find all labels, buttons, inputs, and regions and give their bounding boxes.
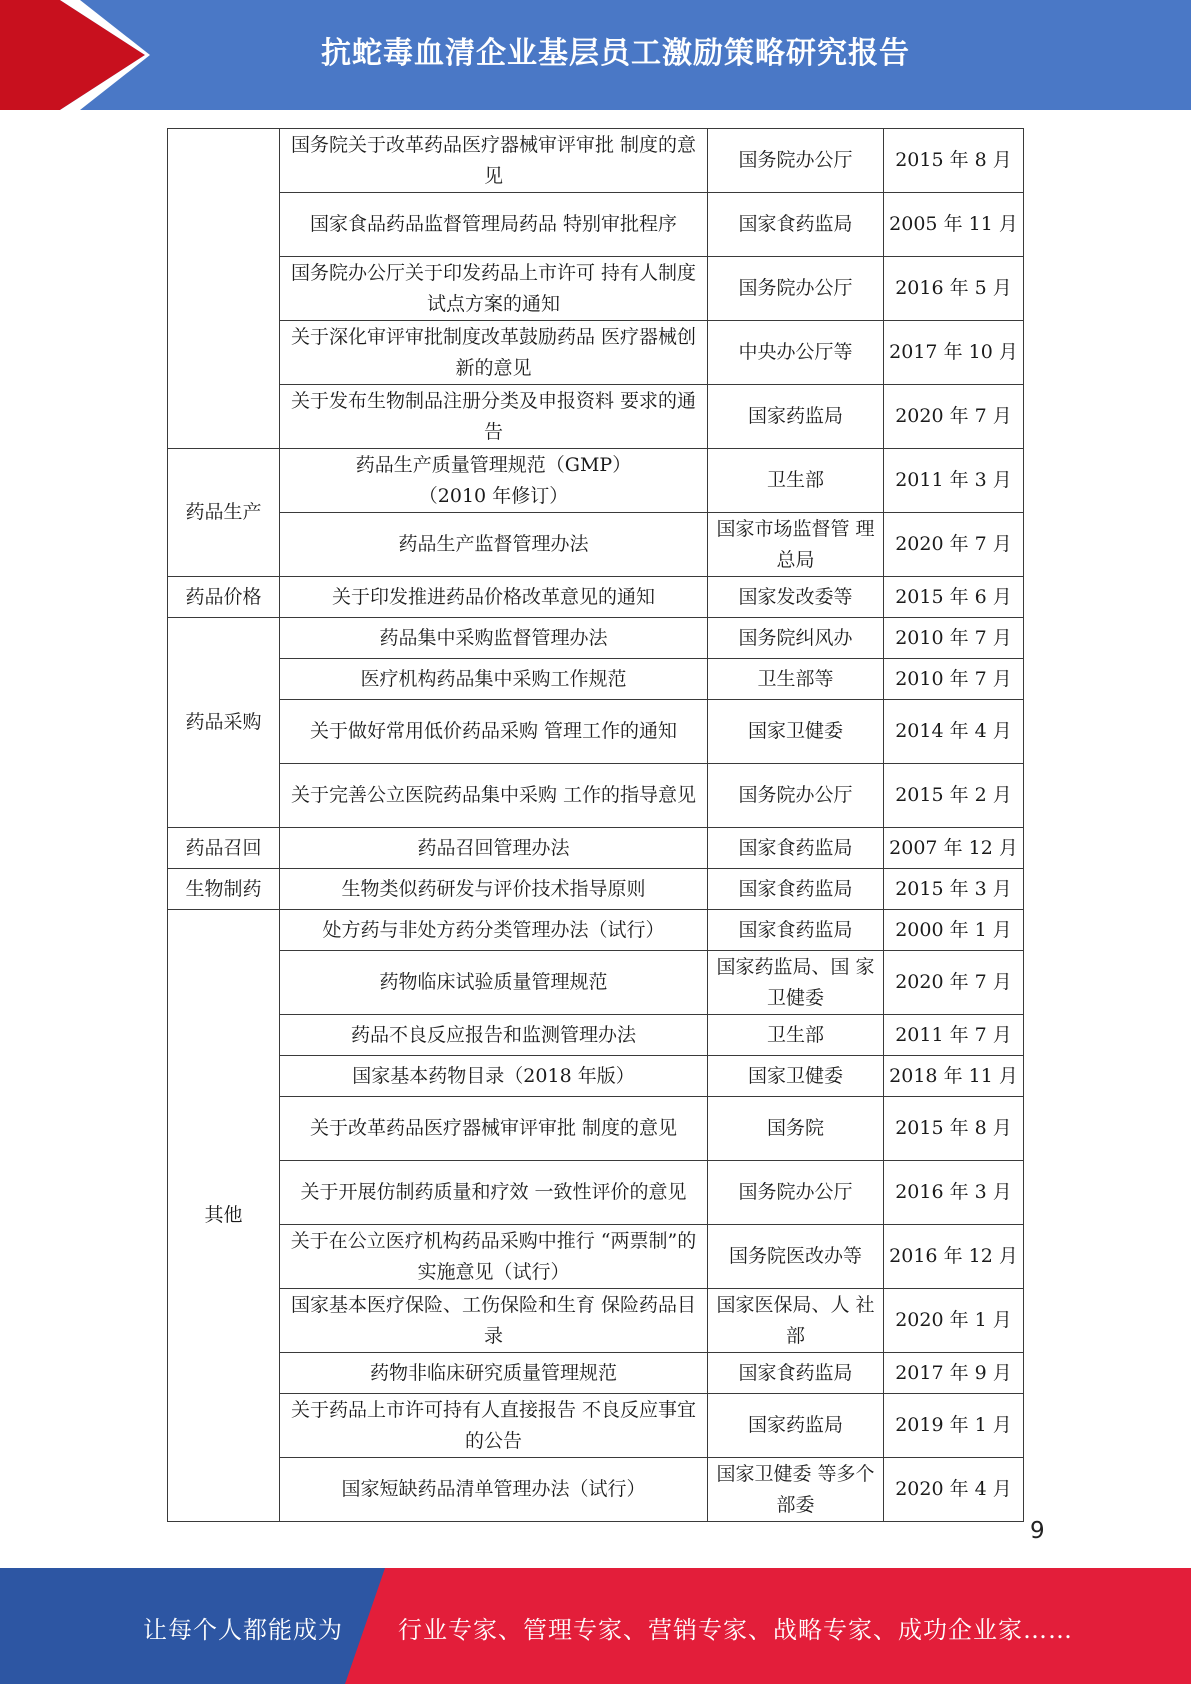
category-cell: 药品价格 xyxy=(168,577,280,618)
policy-name-cell: 药物非临床研究质量管理规范 xyxy=(280,1353,708,1394)
issuer-cell: 国家药监局 xyxy=(708,385,884,449)
table-row xyxy=(168,129,1024,193)
date-cell: 2017 年 9 月 xyxy=(884,1353,1024,1394)
table-row xyxy=(168,513,1024,577)
policy-name-cell: 国家食品药品监督管理局药品 特别审批程序 xyxy=(280,193,708,257)
policy-name-cell: 药品集中采购监督管理办法 xyxy=(280,618,708,659)
policy-name-cell: 关于药品上市许可持有人直接报告 不良反应事宜的公告 xyxy=(280,1394,708,1458)
issuer-cell: 国家食药监局 xyxy=(708,1353,884,1394)
date-cell: 2020 年 7 月 xyxy=(884,513,1024,577)
issuer-cell: 国家卫健委 xyxy=(708,700,884,764)
policy-name-cell: 关于开展仿制药质量和疗效 一致性评价的意见 xyxy=(280,1161,708,1225)
table-row xyxy=(168,1289,1024,1353)
category-cell: 药品采购 xyxy=(168,618,280,828)
category-cell: 药品召回 xyxy=(168,828,280,869)
policy-name-cell: 关于做好常用低价药品采购 管理工作的通知 xyxy=(280,700,708,764)
issuer-cell: 国家食药监局 xyxy=(708,910,884,951)
date-cell: 2016 年 5 月 xyxy=(884,257,1024,321)
issuer-cell: 卫生部等 xyxy=(708,659,884,700)
policy-name-cell: 关于完善公立医院药品集中采购 工作的指导意见 xyxy=(280,764,708,828)
table-row xyxy=(168,910,1024,951)
date-cell: 2016 年 3 月 xyxy=(884,1161,1024,1225)
issuer-cell: 国务院医改办等 xyxy=(708,1225,884,1289)
date-cell: 2011 年 3 月 xyxy=(884,449,1024,513)
date-cell: 2010 年 7 月 xyxy=(884,618,1024,659)
table-row xyxy=(168,618,1024,659)
page-footer xyxy=(0,1568,1191,1684)
date-cell: 2015 年 6 月 xyxy=(884,577,1024,618)
table-row xyxy=(168,257,1024,321)
table-row xyxy=(168,828,1024,869)
issuer-cell: 国家医保局、人 社部 xyxy=(708,1289,884,1353)
date-cell: 2017 年 10 月 xyxy=(884,321,1024,385)
policy-name-cell: 国务院办公厅关于印发药品上市许可 持有人制度试点方案的通知 xyxy=(280,257,708,321)
policy-name-cell: 关于印发推进药品价格改革意见的通知 xyxy=(280,577,708,618)
table-row xyxy=(168,449,1024,513)
table-row xyxy=(168,1161,1024,1225)
issuer-cell: 卫生部 xyxy=(708,449,884,513)
issuer-cell: 国家药监局 xyxy=(708,1394,884,1458)
policy-name-cell: 关于发布生物制品注册分类及申报资料 要求的通告 xyxy=(280,385,708,449)
issuer-cell: 国家药监局、国 家卫健委 xyxy=(708,951,884,1015)
issuer-cell: 国务院纠风办 xyxy=(708,618,884,659)
issuer-cell: 国家卫健委 等多个部委 xyxy=(708,1458,884,1522)
policy-name-cell: 药品不良反应报告和监测管理办法 xyxy=(280,1015,708,1056)
issuer-cell: 中央办公厅等 xyxy=(708,321,884,385)
policy-name-cell: 国家基本药物目录（2018 年版） xyxy=(280,1056,708,1097)
issuer-cell: 国家食药监局 xyxy=(708,828,884,869)
date-cell: 2020 年 7 月 xyxy=(884,951,1024,1015)
issuer-cell: 国家卫健委 xyxy=(708,1056,884,1097)
issuer-cell: 卫生部 xyxy=(708,1015,884,1056)
date-cell: 2015 年 3 月 xyxy=(884,869,1024,910)
date-cell: 2014 年 4 月 xyxy=(884,700,1024,764)
footer-slogan-right: 行业专家、管理专家、营销专家、战略专家、成功企业家…… xyxy=(398,1616,1073,1644)
date-cell: 2015 年 2 月 xyxy=(884,764,1024,828)
table-row xyxy=(168,577,1024,618)
policy-name-cell: 关于改革药品医疗器械审评审批 制度的意见 xyxy=(280,1097,708,1161)
policy-name-cell: 国务院关于改革药品医疗器械审评审批 制度的意见 xyxy=(280,129,708,193)
page-header xyxy=(0,0,1191,110)
table-row xyxy=(168,193,1024,257)
table-row xyxy=(168,951,1024,1015)
footer-slogan-left: 让每个人都能成为 xyxy=(143,1616,343,1644)
policy-name-cell: 关于在公立医疗机构药品采购中推行 “两票制”的实施意见（试行） xyxy=(280,1225,708,1289)
policy-name-cell: 药物临床试验质量管理规范 xyxy=(280,951,708,1015)
date-cell: 2005 年 11 月 xyxy=(884,193,1024,257)
issuer-cell: 国务院办公厅 xyxy=(708,257,884,321)
date-cell: 2020 年 7 月 xyxy=(884,385,1024,449)
policy-name-cell: 生物类似药研发与评价技术指导原则 xyxy=(280,869,708,910)
report-title: 抗蛇毒血清企业基层员工激励策略研究报告 xyxy=(321,36,910,71)
policy-name-cell: 药品生产监督管理办法 xyxy=(280,513,708,577)
table-row xyxy=(168,1353,1024,1394)
issuer-cell: 国务院办公厅 xyxy=(708,764,884,828)
date-cell: 2020 年 1 月 xyxy=(884,1289,1024,1353)
date-cell: 2007 年 12 月 xyxy=(884,828,1024,869)
issuer-cell: 国务院办公厅 xyxy=(708,1161,884,1225)
issuer-cell: 国务院 xyxy=(708,1097,884,1161)
policy-name-cell: 药品生产质量管理规范（GMP） （2010 年修订） xyxy=(280,449,708,513)
policy-name-cell: 药品召回管理办法 xyxy=(280,828,708,869)
date-cell: 2020 年 4 月 xyxy=(884,1458,1024,1522)
issuer-cell: 国家发改委等 xyxy=(708,577,884,618)
date-cell: 2019 年 1 月 xyxy=(884,1394,1024,1458)
table-row xyxy=(168,869,1024,910)
issuer-cell: 国家食药监局 xyxy=(708,193,884,257)
date-cell: 2011 年 7 月 xyxy=(884,1015,1024,1056)
date-cell: 2010 年 7 月 xyxy=(884,659,1024,700)
table-row xyxy=(168,1394,1024,1458)
policy-name-cell: 医疗机构药品集中采购工作规范 xyxy=(280,659,708,700)
date-cell: 2018 年 11 月 xyxy=(884,1056,1024,1097)
page-number: 9 xyxy=(1030,1518,1045,1544)
table-row xyxy=(168,1225,1024,1289)
date-cell: 2000 年 1 月 xyxy=(884,910,1024,951)
category-cell xyxy=(168,129,280,449)
policy-name-cell: 国家短缺药品清单管理办法（试行） xyxy=(280,1458,708,1522)
table-row xyxy=(168,321,1024,385)
table-row xyxy=(168,700,1024,764)
table-row xyxy=(168,1056,1024,1097)
table-row xyxy=(168,385,1024,449)
table-row xyxy=(168,764,1024,828)
policy-name-cell: 处方药与非处方药分类管理办法（试行） xyxy=(280,910,708,951)
policy-name-cell: 国家基本医疗保险、工伤保险和生育 保险药品目录 xyxy=(280,1289,708,1353)
table-row xyxy=(168,659,1024,700)
issuer-cell: 国家市场监督管 理总局 xyxy=(708,513,884,577)
category-cell: 生物制药 xyxy=(168,869,280,910)
category-cell: 其他 xyxy=(168,910,280,1522)
policy-table xyxy=(167,128,1024,1522)
category-cell: 药品生产 xyxy=(168,449,280,577)
table-row xyxy=(168,1458,1024,1522)
issuer-cell: 国家食药监局 xyxy=(708,869,884,910)
date-cell: 2015 年 8 月 xyxy=(884,129,1024,193)
table-row xyxy=(168,1015,1024,1056)
table-row xyxy=(168,1097,1024,1161)
date-cell: 2016 年 12 月 xyxy=(884,1225,1024,1289)
issuer-cell: 国务院办公厅 xyxy=(708,129,884,193)
date-cell: 2015 年 8 月 xyxy=(884,1097,1024,1161)
policy-name-cell: 关于深化审评审批制度改革鼓励药品 医疗器械创新的意见 xyxy=(280,321,708,385)
